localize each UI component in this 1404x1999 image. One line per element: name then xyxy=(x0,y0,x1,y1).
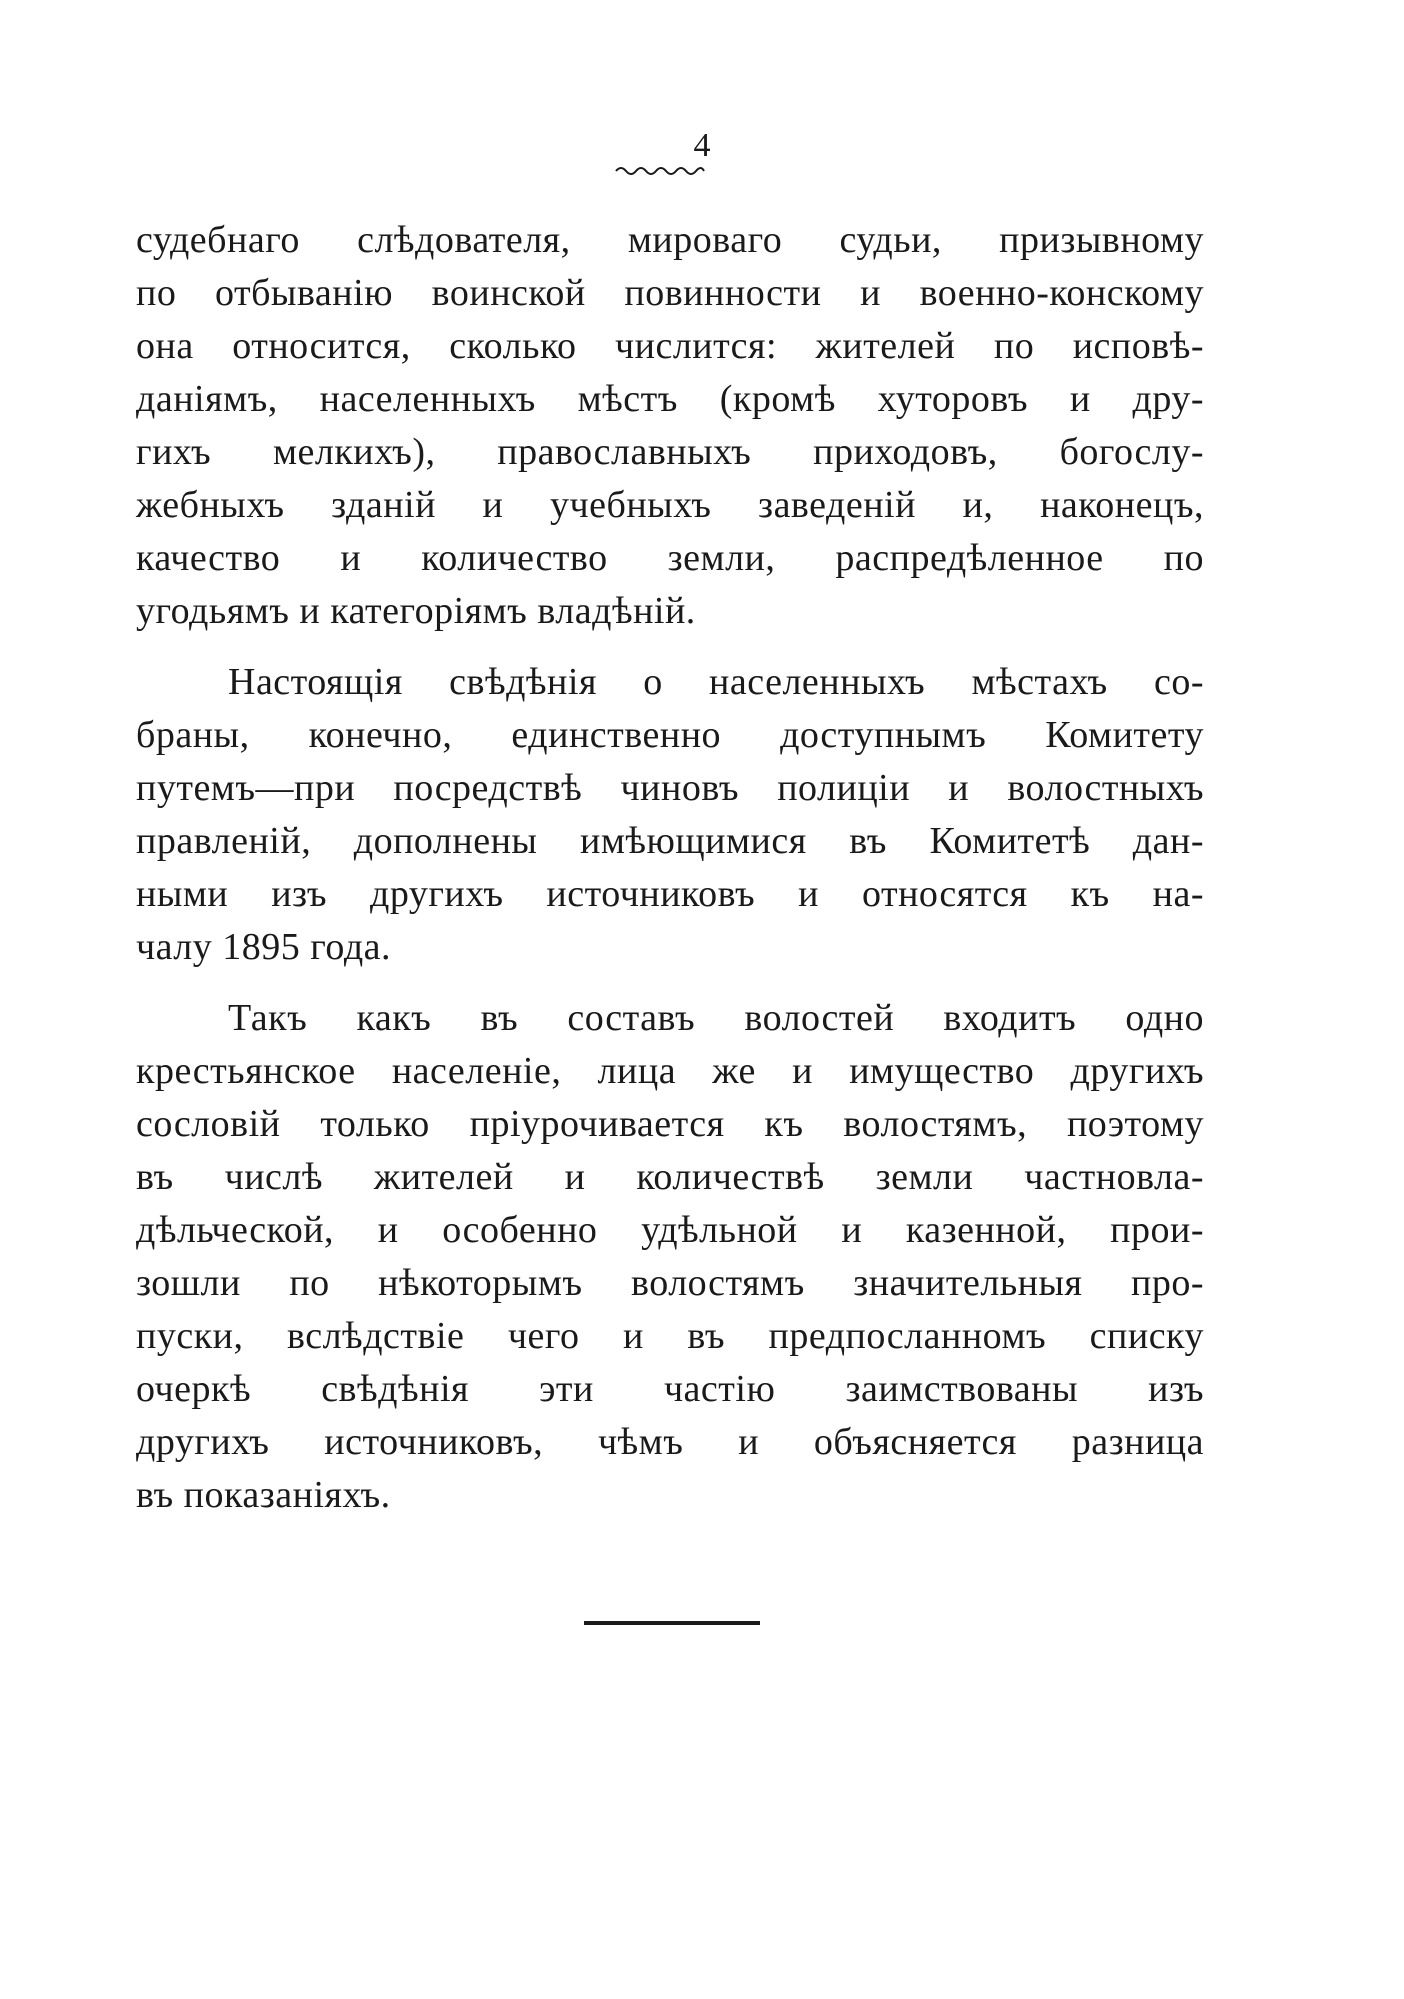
paragraph-3 xyxy=(136,992,1204,1522)
body-text xyxy=(136,214,1204,1522)
wavy-ornament xyxy=(614,164,706,178)
text-line: жебныхъ зданій и учебныхъ заведеній и, наконецъ, xyxy=(136,484,1204,526)
text-line: Такъ какъ въ составъ волостей входитъ одно xyxy=(228,997,1204,1039)
text-line: она относится, сколько числится: жителей по исповѣ- xyxy=(136,325,1204,367)
text-line: угодьямъ и категоріямъ владѣній. xyxy=(136,590,696,632)
paragraph-2 xyxy=(136,656,1204,974)
text-line: другихъ источниковъ, чѣмъ и объясняется разница xyxy=(136,1421,1204,1463)
text-line: браны, конечно, единственно доступнымъ Комитету xyxy=(136,714,1204,756)
text-line: сословій только пріурочивается къ волостямъ, поэтому xyxy=(136,1103,1204,1145)
text-line: даніямъ, населенныхъ мѣстъ (кромѣ хуторовъ и дру- xyxy=(136,378,1204,420)
text-line: судебнаго слѣдователя, мироваго судьи, призывному xyxy=(136,219,1204,261)
text-line: крестьянское населеніе, лица же и имущество другихъ xyxy=(136,1050,1204,1092)
text-line: очеркѣ свѣдѣнія эти частію заимствованы изъ xyxy=(136,1368,1204,1410)
text-line: чалу 1895 года. xyxy=(136,926,392,968)
text-line: путемъ—при посредствѣ чиновъ полиціи и волостныхъ xyxy=(136,767,1204,809)
text-line: зошли по нѣкоторымъ волостямъ значительныя про- xyxy=(136,1262,1204,1304)
text-line: правленій, дополнены имѣющимися въ Комитетѣ дан- xyxy=(136,820,1204,862)
text-line: гихъ мелкихъ), православныхъ приходовъ, богослу- xyxy=(136,431,1204,473)
text-line: по отбыванію воинской повинности и военно-конскому xyxy=(136,272,1204,314)
text-line: въ показаніяхъ. xyxy=(136,1474,391,1516)
text-line: ными изъ другихъ источниковъ и относятся къ на- xyxy=(136,873,1204,915)
paragraph-1 xyxy=(136,214,1204,638)
page-number: 4 xyxy=(693,127,711,164)
text-line: пуски, вслѣдствіе чего и въ предпосланномъ списку xyxy=(136,1315,1204,1357)
text-line: Настоящія свѣдѣнія о населенныхъ мѣстахъ со- xyxy=(228,661,1204,703)
text-line: качество и количество земли, распредѣленное по xyxy=(136,537,1204,579)
text-line: дѣльческой, и особенно удѣльной и казенной, прои- xyxy=(136,1209,1204,1251)
text-line: въ числѣ жителей и количествѣ земли частновла- xyxy=(136,1156,1204,1198)
end-rule xyxy=(584,1621,760,1625)
